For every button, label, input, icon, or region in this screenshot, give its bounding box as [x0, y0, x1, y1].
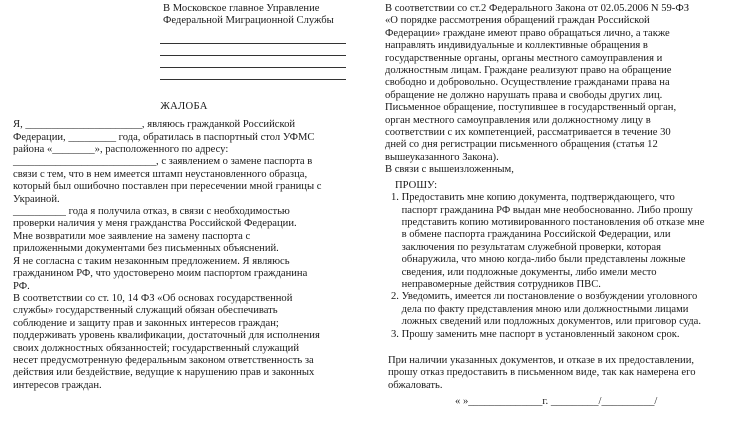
- blank-line: [160, 44, 346, 56]
- body-line: РФ.: [13, 280, 30, 292]
- body-line: Я, ______________________, являюсь гражданкой Российской: [13, 119, 296, 131]
- body-line: гражданином РФ, что удостоверено моим паспортом гражданина: [13, 268, 308, 280]
- body-line: Я не согласна с таким незаконным предложением. Я являюсь: [13, 255, 290, 267]
- body-line: интересов граждан.: [13, 379, 102, 391]
- request-line: 3. Прошу заменить мне паспорт в установленный законом срок.: [391, 328, 680, 340]
- right-column: [385, 0, 737, 409]
- request-line: неправомерные действия сотрудников ПВС.: [391, 278, 601, 290]
- address-blank-lines: [13, 32, 355, 80]
- request-line: ложных сведений или подложных документов, или приговор суда.: [391, 316, 702, 328]
- body-line: района «________», расположенного по адресу:: [13, 144, 229, 156]
- body-line: __________ года я получила отказ, в связи с необходимостью: [13, 206, 290, 218]
- body-line: службы» государственный служащий обязан обеспечивать: [13, 305, 278, 317]
- spacer: [385, 341, 737, 355]
- body-line: связи с тем, что в нем имеется штамп неустановленного образца,: [13, 168, 308, 180]
- body-line: Мне возвратили мое заявление на замену паспорта с: [13, 230, 251, 242]
- request-line: 2. Уведомить, имеется ли постановление о возбуждении уголовного: [391, 291, 698, 303]
- blank-line: [160, 32, 346, 44]
- complaint-title: ЖАЛОБА: [160, 100, 208, 112]
- complaint-body: [13, 119, 355, 392]
- legal-basis: [385, 3, 737, 177]
- body-line: обращение не должно нарушать права и свободы других лиц.: [385, 89, 663, 101]
- addressee: [163, 3, 355, 28]
- body-line: вышеуказанного Закона).: [385, 151, 499, 163]
- body-line: Письменное обращение, поступившее в государственный орган,: [385, 102, 677, 114]
- body-line: В связи с вышеизложенным,: [385, 164, 514, 176]
- body-line: орган местного самоуправления или должностному лицу в: [385, 114, 651, 126]
- closing-text: [388, 355, 737, 392]
- request-line: заключения по результатам служебной проверки, которая: [391, 241, 662, 253]
- body-line: который был ошибочно поставлен при пересечении мной границы с: [13, 181, 322, 193]
- body-line: поддерживать уровень квалификации, достаточный для исполнения: [13, 330, 320, 342]
- request-list: [391, 192, 737, 341]
- request-heading: ПРОШУ:: [395, 179, 438, 191]
- body-line: В соответствии со ст. 10, 14 ФЗ «Об основах государственной: [13, 292, 293, 304]
- body-line: соответствии с их компетенцией, рассматривается в течение 30: [385, 127, 671, 139]
- closing-line: обжаловать.: [388, 379, 443, 391]
- body-line: Федерации» граждане имеют право обращаться лично, а также: [385, 27, 670, 39]
- body-line: несет предусмотренную федеральным законом ответственность за: [13, 354, 314, 366]
- blank-line: [160, 68, 346, 80]
- body-line: Украиной.: [13, 193, 60, 205]
- body-line: действия или бездействие, ведущие к нарушению прав и законных: [13, 367, 315, 379]
- request-line: сведения, или подложные документы, либо имели место: [391, 266, 657, 278]
- body-line: «О порядке рассмотрения обращений граждан Российской: [385, 15, 650, 27]
- body-line: направлять индивидуальные и коллективные обращения в: [385, 40, 648, 52]
- body-line: Федерации, _________ года, обратилась в паспортный стол УФМС: [13, 131, 315, 143]
- request-line: в обмене паспорта гражданина Российской Федерации, или: [391, 229, 671, 241]
- blank-line: [160, 56, 346, 68]
- body-line: проверки наличия у меня гражданства Российской Федерации.: [13, 218, 297, 230]
- body-line: ___________________________, с заявлением о замене паспорта в: [13, 156, 313, 168]
- body-line: своих должностных обязанностей; государственный служащий: [13, 342, 299, 354]
- request-line: паспорт гражданина РФ выдан мне необоснованно. Либо прошу: [391, 204, 693, 216]
- request-line: представить копию мотивированного постановления об отказе мне: [391, 216, 705, 228]
- body-line: государственные органы, органы местного самоуправления и: [385, 52, 663, 64]
- addressee-line: Федеральной Миграционной Службы: [163, 15, 334, 27]
- left-column: [13, 0, 355, 392]
- addressee-line: В Московское главное Управление: [163, 3, 320, 14]
- request-line: обнаружила, что мною когда-либо были представлены ложные: [391, 254, 686, 266]
- request-line: 1. Предоставить мне копию документа, подтверждающего, что: [391, 192, 675, 204]
- closing-line: При наличии указанных документов, и отказе в их предоставлении,: [388, 354, 695, 366]
- closing-line: прошу отказ предоставить в письменном виде, так как намерена его: [388, 367, 696, 379]
- body-line: соблюдение и защиту прав и законных интересов граждан;: [13, 317, 279, 329]
- body-line: приложенными документами без письменных объяснений.: [13, 243, 279, 255]
- date-signature-line: « »______________г. _________/__________/: [455, 396, 658, 408]
- body-line: дней со дня регистрации письменного обращения (статья 12: [385, 139, 658, 151]
- body-line: свободно и добровольно. Осуществление гражданами права на: [385, 77, 670, 89]
- body-line: В соответствии со ст.2 Федерального Закона от 02.05.2006 N 59-ФЗ: [385, 3, 690, 14]
- body-line: должностным лицам. Граждане реализуют право на обращение: [385, 65, 672, 77]
- request-line: дела по факту представления мною или должностными лицами: [391, 303, 689, 315]
